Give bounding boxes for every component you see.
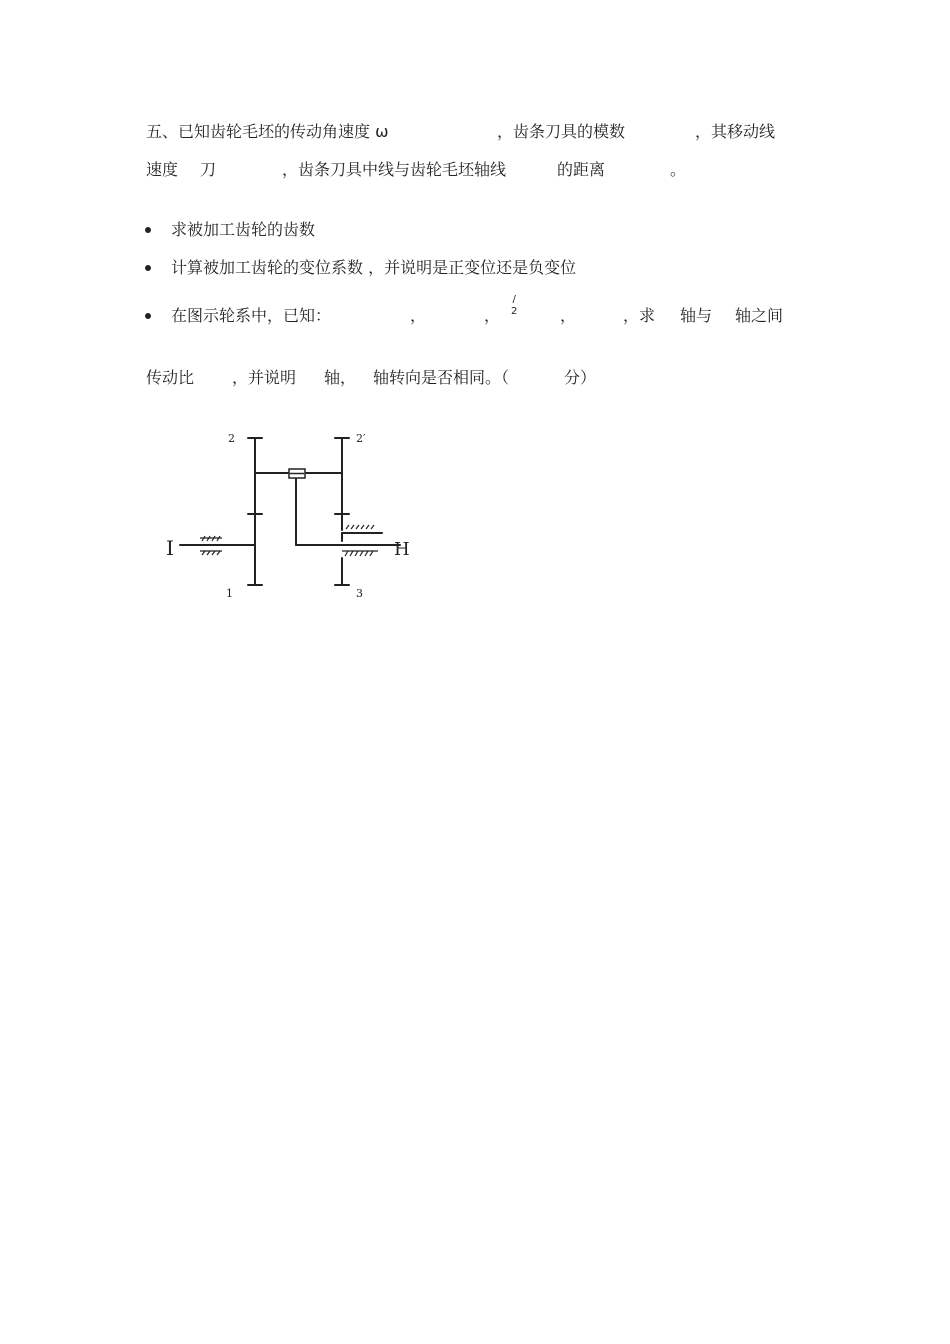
bullet-item: ，求 — [623, 306, 656, 325]
gear-label-1: 1 — [226, 587, 233, 600]
shaft-label-i: I — [166, 536, 174, 560]
bullet-item: ， — [560, 306, 577, 325]
gear-label-3: 3 — [356, 587, 363, 600]
problem-text: 传动比 — [146, 368, 195, 387]
gear-train-diagram — [160, 425, 420, 605]
problem-text: 轴， — [324, 368, 357, 387]
problem-text: ，齿条刀具的模数 — [497, 122, 626, 141]
gear-label-2-prime: 2′ — [356, 432, 366, 445]
problem-text: 速度 — [146, 160, 179, 179]
problem-text: 五、已知齿轮毛坯的传动角速度 ω — [146, 122, 389, 141]
problem-text: 刀 — [200, 160, 217, 179]
bullet-dot — [145, 227, 151, 233]
bullet-item: 轴之间 — [735, 306, 784, 325]
shaft-label-h: H — [394, 539, 410, 560]
problem-text: 。 — [670, 160, 687, 179]
gear-label-2: 2 — [228, 432, 235, 445]
bullet-item: 在图示轮系中，已知： — [171, 306, 332, 325]
bullet-item: ， — [410, 306, 427, 325]
bullet-item: 求被加工齿轮的齿数 — [171, 220, 316, 239]
bullet-item: ， — [484, 306, 501, 325]
problem-text: ，并说明 — [232, 368, 297, 387]
bullet-item: 轴与 — [680, 306, 713, 325]
problem-text: 的距离 — [557, 160, 606, 179]
superscript-mark: / 2 — [511, 294, 518, 317]
problem-text: 分） — [564, 368, 597, 387]
bullet-dot — [145, 265, 151, 271]
bullet-dot — [145, 313, 151, 319]
problem-text: ，齿条刀具中线与齿轮毛坯轴线 — [282, 160, 507, 179]
bullet-item: 计算被加工齿轮的变位系数 ，并说明是正变位还是负变位 — [171, 258, 577, 277]
problem-text: 轴转向是否相同。（ — [373, 368, 510, 387]
problem-text: ，其移动线 — [695, 122, 776, 141]
